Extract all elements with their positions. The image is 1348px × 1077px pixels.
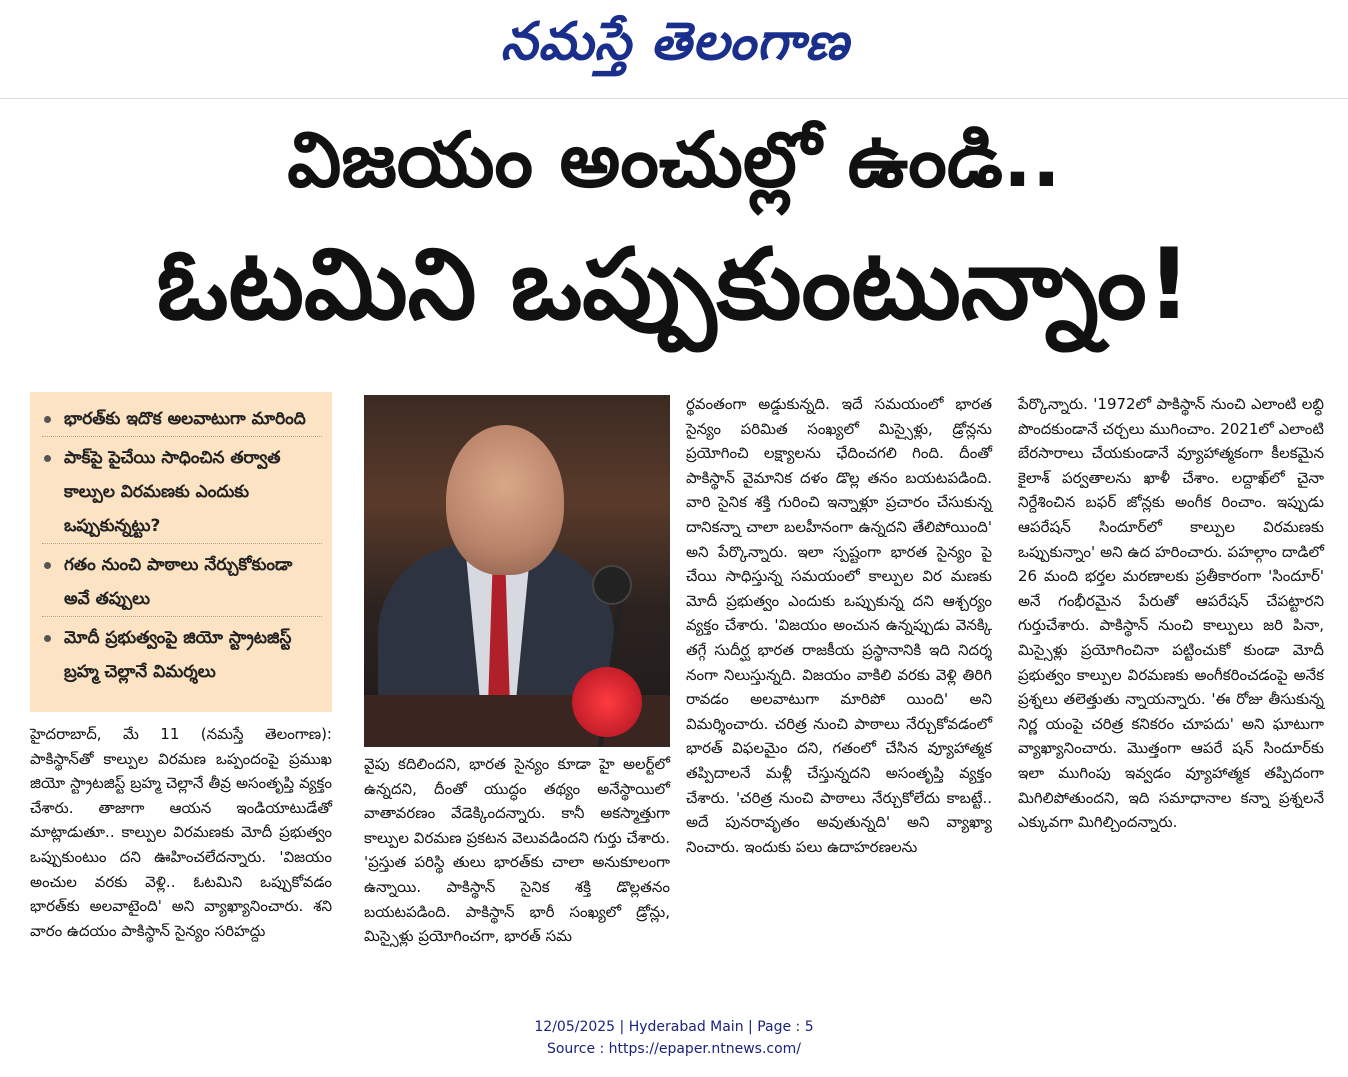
highlight-item: మోదీ ప్రభుత్వంపై జియో స్ట్రాటజిస్ట్ బ్రహ్మ చెల్లానే విమర్శలు [42,621,322,689]
bullet-icon [44,562,51,569]
headline-line-1: విజయం అంచుల్లో ఉండి.. [287,115,1061,204]
source-link[interactable]: Source : https://epaper.ntnews.com/ [546,1041,802,1057]
highlights-box [30,392,332,712]
article-column-3: ర్థవంతంగా అడ్డుకున్నది. ఇదే సమయంలో భారత సైన్యం పరిమిత సంఖ్యలో మిస్సైళ్లు, డ్రోన్లను ప్రయోగించి లక్ష్యాలను ఛేదించగలి గింది. దీంతో పాకిస్థాన్ వైమానిక దళం డొల్ల తనం బయటపడింది. వారి సైనిక శక్తి గురించి ఇన్నాళ్లూ ప్రచారం చేసుకున్న దానికన్నా చాలా బలహీనంగా ఉన్నదని తేలిపోయింది' అని పేర్కొన్నారు. ఇలా స్పష్టంగా భారత సైన్యం పై చేయి సాధిస్తున్న సమయంలో కాల్పుల విర మణకు మోదీ ప్రభుత్వం ఎందుకు ఒప్పుకున్న దని ఆశ్చర్యం వ్యక్తం చేశారు. 'విజయం అంచున ఉన్నప్పుడు వెనక్కి తగ్గే సుదీర్ఘ భారత రాజకీయ ప్రస్థానానికి ఇది నిదర్శ నంగా నిలుస్తున్నది. విజయం వాకిలి వరకు వెళ్లి తిరిగి రావడం అలవాటుగా మారిపో యింది' అని విమర్శించారు. చరిత్ర నుంచి పాఠాలు నేర్చుకోవడంలో భారత్ విఫలమైం దని, గతంలో చేసిన వ్యూహాత్మక తప్పిదాలనే మళ్లీ చేస్తున్నదని అసంతృప్తి వ్యక్తం చేశారు. 'చరిత్ర నుంచి పాఠాలు నేర్చుకోలేదు కాబట్టే.. అదే పునరావృతం అవుతున్నది' అని వ్యాఖ్యా నించారు. ఇందుకు పలు ఉదాహరణలను [686,395,992,856]
article-column-4: పేర్కొన్నారు. '1972లో పాకిస్థాన్ నుంచి ఎలాంటి లబ్ధి పొందకుండానే చర్చలు ముగించాం. 2021లో ఎలాంటి బేరసారాలు చేయకుండానే వ్యూహాత్మకంగా కీలకమైన కైలాశ్ పర్వతాలను ఖాళీ చేశాం. లద్దాఖ్‌లో చైనా నిర్దేశించిన బఫర్ జోన్లకు అంగీక రించాం. ఇప్పుడు ఆపరేషన్ సిందూర్‌లో కాల్పుల విరమణకు ఒప్పుకున్నాం' అని ఉద హరించారు. పహల్గాం దాడిలో 26 మంది భర్తల మరణాలకు ప్రతీకారంగా 'సిందూర్' అనే గంభీరమైన పేరుతో ఆపరేషన్ చేపట్టారని గుర్తుచేశారు. పాకిస్థాన్ నుంచి కాల్పులు జరి పినా, మిస్సైళ్లు ప్రయోగించినా పట్టించుకో కుండా మోదీ ప్రభుత్వం కాల్పుల విరమణకు అంగీకరించడంపై అనేక ప్రశ్నలు తలెత్తుతు న్నాయన్నారు. 'ఈ రోజు తీసుకున్న నిర్ణ యంపై చరిత్ర కనికరం చూపదు' అని ఘాటుగా వ్యాఖ్యానించారు. మొత్తంగా ఆపరే షన్ సిందూర్‌కు ఇలా ముగింపు ఇవ్వడం వ్యూహాత్మక తప్పిదంగా మిగిలిపోతుందని, ఇది సమాధానాల కన్నా ప్రశ్నలనే ఎక్కువగా మిగిల్చిందన్నారు. [1018,395,1324,832]
microphone-icon [592,565,632,605]
article-column-2: వైపు కదిలిందని, భారత సైన్యం కూడా హై అలర్ట్‌లో ఉన్నదని, దీంతో యుద్ధం తథ్యం అనేస్థాయిలో వాతావరణం వేడెక్కిందన్నారు. కానీ అకస్మాత్తుగా కాల్పుల విరమణ ప్రకటన వెలువడిందని గుర్తు చేశారు. 'ప్రస్తుత పరిస్థి తులు భారత్‌కు చాలా అనుకూలంగా ఉన్నాయి. పాకిస్థాన్ సైనిక శక్తి డొల్లతనం బయటపడింది. పాకిస్థాన్ భారీ సంఖ్యలో డ్రోన్లు, మిస్సైళ్లు ప్రయోగించగా, భారత్ సమ [364,755,670,946]
speaker-photo [364,395,670,747]
highlight-item: పాక్‌పై పైచేయి సాధించిన తర్వాత కాల్పుల విరమణకు ఎందుకు ఒప్పుకున్నట్టు? [42,441,322,544]
flower-icon [572,667,642,737]
newspaper-logo: నమస్తే తెలంగాణ [500,12,850,72]
highlight-item: గతం నుంచి పాఠాలు నేర్చుకోకుండా అవే తప్పులు [42,548,322,617]
edition-info: 12/05/2025 | Hyderabad Main | Page : 5 [534,1019,814,1035]
article-column-1: హైదరాబాద్, మే 11 (నమస్తే తెలంగాణ): పాకిస్థాన్‌తో కాల్పుల విరమణ ఒప్పందంపై ప్రముఖ జియో స్ట్రాటజిస్ట్ బ్రహ్మ చెల్లానే తీవ్ర అసంతృప్తి వ్యక్తం చేశారు. తాజాగా ఆయన ఇండియాటుడేతో మాట్లాడుతూ.. కాల్పుల విరమణకు మోదీ ప్రభుత్వం ఒప్పుకుంటుం దని ఊహించలేదన్నారు. 'విజయం అంచుల వరకు వెళ్లి.. ఓటమిని ఒప్పుకోవడం భారత్‌కు అలవాటైంది' అని వ్యాఖ్యానించారు. శని వారం ఉదయం పాకిస్థాన్ సైన్యం సరిహద్దు [30,725,332,940]
headline-line-2: ఓటమిని ఒప్పుకుంటున్నాం! [156,228,1192,342]
bullet-icon [44,635,51,642]
page-footer [0,1016,1348,1060]
masthead [0,0,1348,100]
masthead-divider [0,98,1348,99]
bullet-icon [44,455,51,462]
bullet-icon [44,416,51,423]
highlight-item: భారత్‌కు ఇదొక అలవాటుగా మారింది [42,402,322,437]
